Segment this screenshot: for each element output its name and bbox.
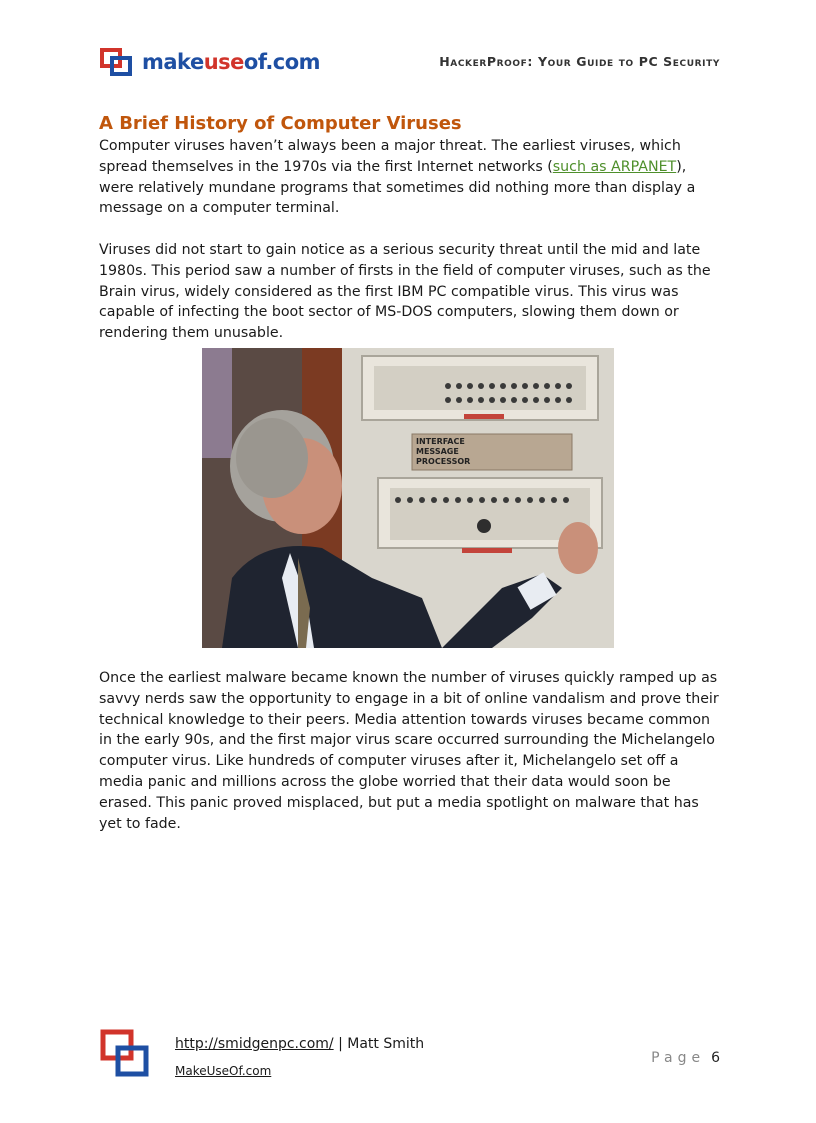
document-title: HackerProof: Your Guide to PC Security (439, 54, 720, 69)
makeuseof-footer-logo-icon (100, 1028, 150, 1080)
makeuseof-logo-icon (100, 48, 134, 76)
section-heading: A Brief History of Computer Viruses (99, 113, 462, 134)
author-credit: http://smidgenpc.com/ | Matt Smith (175, 1036, 425, 1052)
makeuseof-logo[interactable] (100, 48, 320, 76)
logo-wordmark: makeuseof.com (142, 50, 321, 74)
smidgenpc-link[interactable]: http://smidgenpc.com/ (175, 1036, 334, 1052)
page-header (100, 44, 720, 80)
arpanet-link[interactable]: such as ARPANET (552, 158, 677, 175)
panel-label-line1: INTERFACE (416, 436, 465, 446)
panel-label-line2: MESSAGE (416, 446, 459, 456)
panel-label-line3: PROCESSOR (416, 456, 471, 466)
paragraph-1: Computer viruses haven’t always been a major threat. The earliest viruses, which spread themselves in the 1970s via the first Internet networks (such as ARPANET), were relatively mundane programs that sometimes did nothing more than display a message on a computer terminal. (99, 138, 696, 217)
paragraph-3: Once the earliest malware became known the number of viruses quickly ramped up as savvy nerds saw the opportunity to engage in a bit of online vandalism and prove their technical knowledge to their peers. Media attention towards viruses became common in the early 90s, and the first major virus scare occurred surrounding the Michelangelo computer virus. Like hundreds of computer viruses after it, Michelangelo set off a media panic and millions across the globe worried that their data would soon be erased. This panic proved misplaced, but put a media spotlight on malware that has yet to fade. (99, 669, 719, 832)
makeuseof-link[interactable]: MakeUseOf.com (175, 1064, 272, 1078)
main-content (99, 112, 719, 834)
photo-interface-message-processor (202, 348, 614, 648)
page-number: Page 6 (651, 1050, 720, 1066)
page-footer (100, 1028, 720, 1088)
paragraph-2: Viruses did not start to gain notice as a serious security threat until the mid and late 1980s. This period saw a number of firsts in the field of computer viruses, such as the Brain virus, widely considered as the first IBM PC compatible virus. This virus was capable of infecting the boot sector of MS-DOS computers, slowing them down or rendering them unusable. (99, 241, 711, 342)
